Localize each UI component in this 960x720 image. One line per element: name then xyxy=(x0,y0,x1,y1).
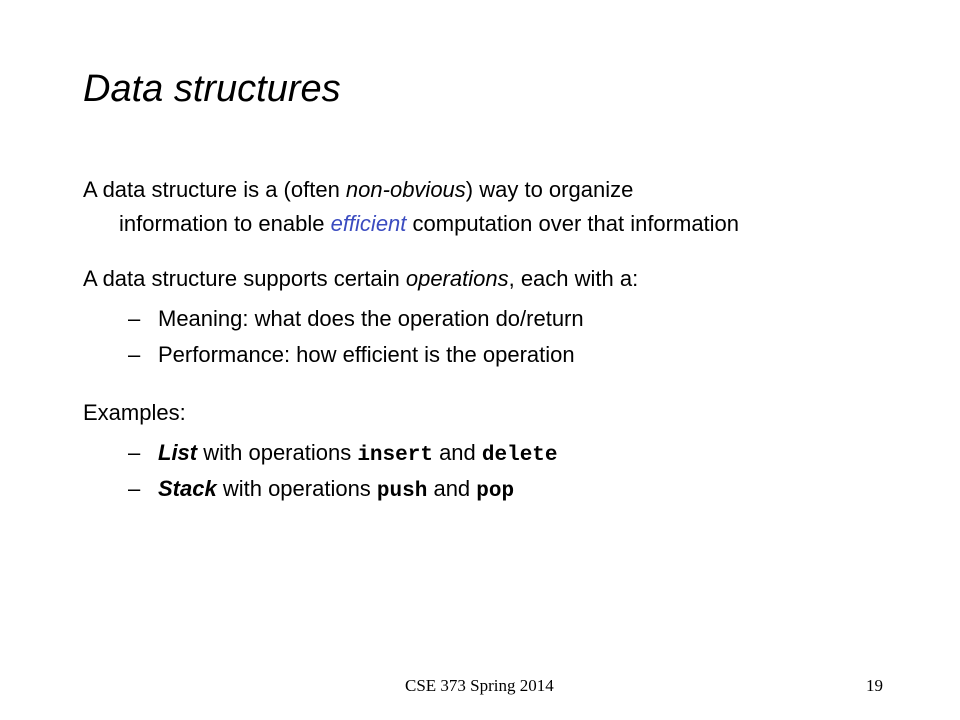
bullet-dash: – xyxy=(128,306,141,331)
definition-emphasis-efficient: efficient xyxy=(330,211,407,236)
definition-paragraph xyxy=(83,173,739,241)
operation-point-performance xyxy=(128,337,584,373)
operations-intro-text: A data structure supports certain xyxy=(83,266,406,291)
operation-point-text: Meaning: what does the operation do/return xyxy=(158,306,584,331)
bullet-dash: – xyxy=(128,440,141,465)
bullet-dash: – xyxy=(128,476,141,501)
example-op-pop: pop xyxy=(476,480,515,503)
bullet-dash: – xyxy=(128,342,141,367)
slide-title: Data structures xyxy=(83,68,341,110)
example-op-delete: delete xyxy=(481,444,558,467)
examples-label: Examples: xyxy=(83,400,186,425)
definition-continuation xyxy=(83,207,739,241)
definition-text: ) way to organize xyxy=(465,177,634,202)
example-op-insert: insert xyxy=(357,444,433,467)
operation-point-meaning xyxy=(128,301,584,337)
example-text: with operations xyxy=(197,440,358,465)
definition-text: computation over that information xyxy=(406,211,740,236)
example-text: and xyxy=(427,476,477,501)
footer-page-number: 19 xyxy=(866,676,883,695)
operations-intro xyxy=(83,262,638,296)
operations-intro-text: , each with a: xyxy=(508,266,639,291)
operation-points-list xyxy=(128,301,584,373)
example-name: List xyxy=(158,440,198,465)
example-op-push: push xyxy=(376,480,428,503)
definition-emphasis-nonobvious: non-obvious xyxy=(345,177,466,202)
operation-point-text: Performance: how efficient is the operation xyxy=(158,342,575,367)
example-text: and xyxy=(432,440,482,465)
example-text: with operations xyxy=(216,476,377,501)
example-list xyxy=(128,435,558,471)
operations-emphasis: operations xyxy=(405,266,509,291)
definition-text: A data structure is a (often xyxy=(83,177,346,202)
footer-course: CSE 373 Spring 2014 xyxy=(405,676,554,695)
example-stack xyxy=(128,471,558,507)
examples-list xyxy=(128,435,558,507)
example-name: Stack xyxy=(158,476,217,501)
definition-text: information to enable xyxy=(119,211,331,236)
